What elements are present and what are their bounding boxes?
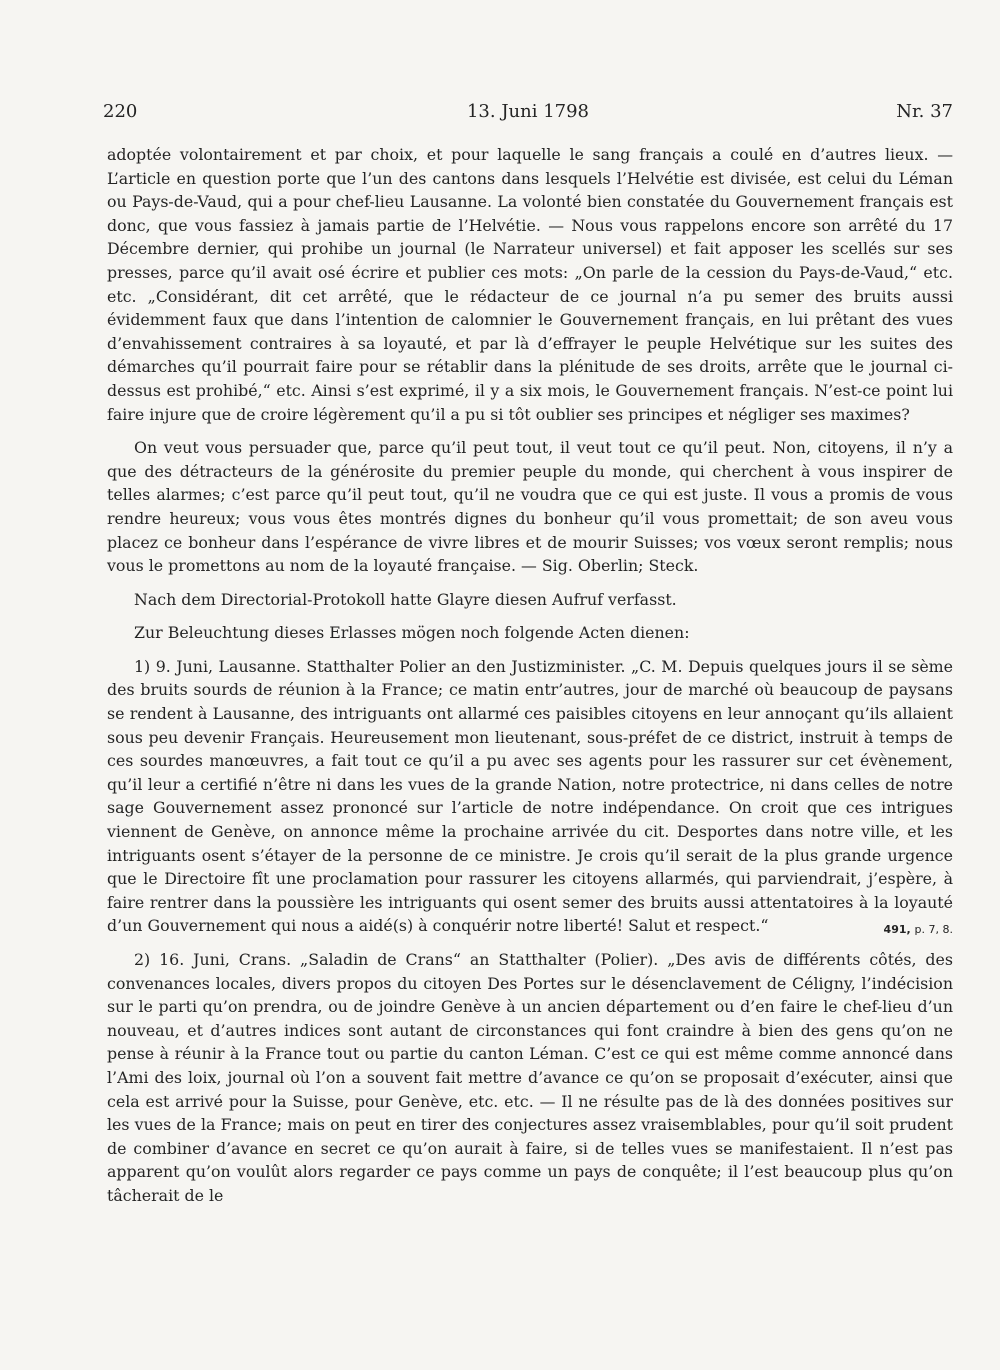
- paragraph-act-2: 2) 16. Juni, Crans. „Saladin de Crans“ an Statthalter (Polier). „Des avis de différents côtés, des convenances locales, divers propos du citoyen Des Portes sur le désenclavement de Céligny, l’indécision sur le parti qu’on prendra, ou de joindre Genève à un ancien département ou d’en faire le chef-lieu d’un nouveau, et d’autres indices sont autant de circonstances qui font craindre à bien des gens qu’on ne pense à réunir à la France tout ou partie du canton Léman. C’est ce qui est même comme annoncé dans l’Ami des loix, journal où l’on a souvent fait mettre d’avance ce qu’on se proposait d’exécuter, ainsi que cela est arrivé pour la Suisse, pour Genève, etc. etc. — Il ne résulte pas de là des données positives sur les vues de la France; mais on peut en tirer des conjectures assez vraisemblables, pour qu’il soit prudent de combiner d’avance en secret ce qu’on aurait à faire, si de telles vues se manifestaient. Il n’est pas apparent qu’on voulût alors regarder ce pays comme un pays de conquête; il l’est beaucoup plus qu’on tâcherait de le: [107, 950, 953, 1205]
- paragraph-continuation: adoptée volontairement et par choix, et pour laquelle le sang français a coulé en d’autres lieux. — L’article en question porte que l’un des cantons dans lesquels l’Helvétie est divisée, est celui du Léman ou Pays-de-Vaud, qui a pour chef-lieu Lausanne. La volonté bien constatée du Gouvernement français est donc, que vous fassiez à jamais partie de l’Helvétie. — Nous vous rappelons encore son arrêté du 17 Décembre dernier, qui prohibe un journal (le Narrateur universel) et fait apposer les scellés sur ses presses, parce qu’il avait osé écrire et publier ces mots: „On parle de la cession du Pays-de-Vaud,“ etc. etc. „Considérant, dit cet arrêté, que le rédacteur de ce journal n’a pu semer des bruits aussi évidemment faux que dans l’intention de calomnier le Gouvernement français, en lui prêtant des vues d’envahissement contraires à sa loyauté, et par là d’effrayer le peuple Helvétique sur les suites des démarches qu’il pourrait faire pour se rétablir dans la plénitude de ses droits, arrête que le journal ci-dessus est prohibé,“ etc. Ainsi s’est exprimé, il y a six mois, le Gouvernement français. N’est-ce point lui faire injure que de croire légèrement qu’il a pu si tôt oublier ses principes et négliger ses maximes?: [107, 145, 953, 424]
- page-number: 220: [103, 101, 138, 122]
- running-header: [103, 101, 953, 131]
- paragraph-acts-intro: Zur Beleuchtung dieses Erlasses mögen noch folgende Acten dienen:: [134, 623, 690, 643]
- paragraph-act-1: [107, 655, 953, 938]
- body-text: [107, 143, 953, 1208]
- act-1-text: 1) 9. Juni, Lausanne. Statthalter Polier an den Justizminister. „C. M. Depuis quelques jours il se sème des bruits sourds de réunion à la France; ce matin entr’autres, jour de marché où beaucoup de paysans se rendent à Lausanne, des intriguants ont allarmé ces paisibles citoyens en leur annoçant qu’ils allaient sous peu devenir Français. Heureusement mon lieutenant, sous-préfet de ce district, instruit à temps de ces sourdes manœuvres, a fait tout ce qu’il a pu avec ses agents pour les rassurer sur cet évènement, qu’il leur a certifié n’être ni dans les vues de la grande Nation, notre protectrice, ni dans celles de notre sage Gouvernement assez prononcé sur l’article de notre indépendance. On croit que ces intrigues viennent de Genève, on annonce même la prochaine arrivée du cit. Desportes dans notre ville, et les intriguants osent s’étayer de la personne de ce ministre. Je crois qu’il serait de la plus grande urgence que le Directoire fît une proclamation pour rassurer les citoyens allarmés, qui parviendrait, j’espère, à faire rentrer dans la poussière les intriguants qui osent semer des bruits aussi attentatoires à la loyauté d’un Gouvernement qui nous a aidé(s) à conquérir notre liberté! Salut et respect.“: [107, 656, 953, 936]
- paragraph-protocol-note: Nach dem Directorial-Protokoll hatte Glayre diesen Aufruf verfasst.: [134, 589, 677, 609]
- paragraph-persuader: On veut vous persuader que, parce qu’il peut tout, il veut tout ce qu’il peut. Non, citoyens, il n’y a que des détracteurs de la générosite du premier peuple du monde, qui cherchent à vous inspirer de telles alarmes; c’est parce qu’il peut tout, qu’il ne voudra que ce qui est juste. Il vous a promis de vous rendre heureux; vous vous êtes montrés dignes du bonheur qu’il vous promettait; de son aveu vous placez ce bonheur dans l’espérance de vivre libres et de mourir Suisses; vos vœux seront remplis; nous vous le promettons au nom de la loyauté française. — Sig. Oberlin; Steck.: [107, 438, 953, 576]
- source-reference-number: 491,: [883, 923, 911, 937]
- header-date: 13. Juni 1798: [466, 101, 590, 122]
- source-reference: [857, 918, 953, 942]
- source-reference-pages: p. 7, 8.: [914, 923, 953, 937]
- document-number: Nr. 37: [896, 101, 953, 122]
